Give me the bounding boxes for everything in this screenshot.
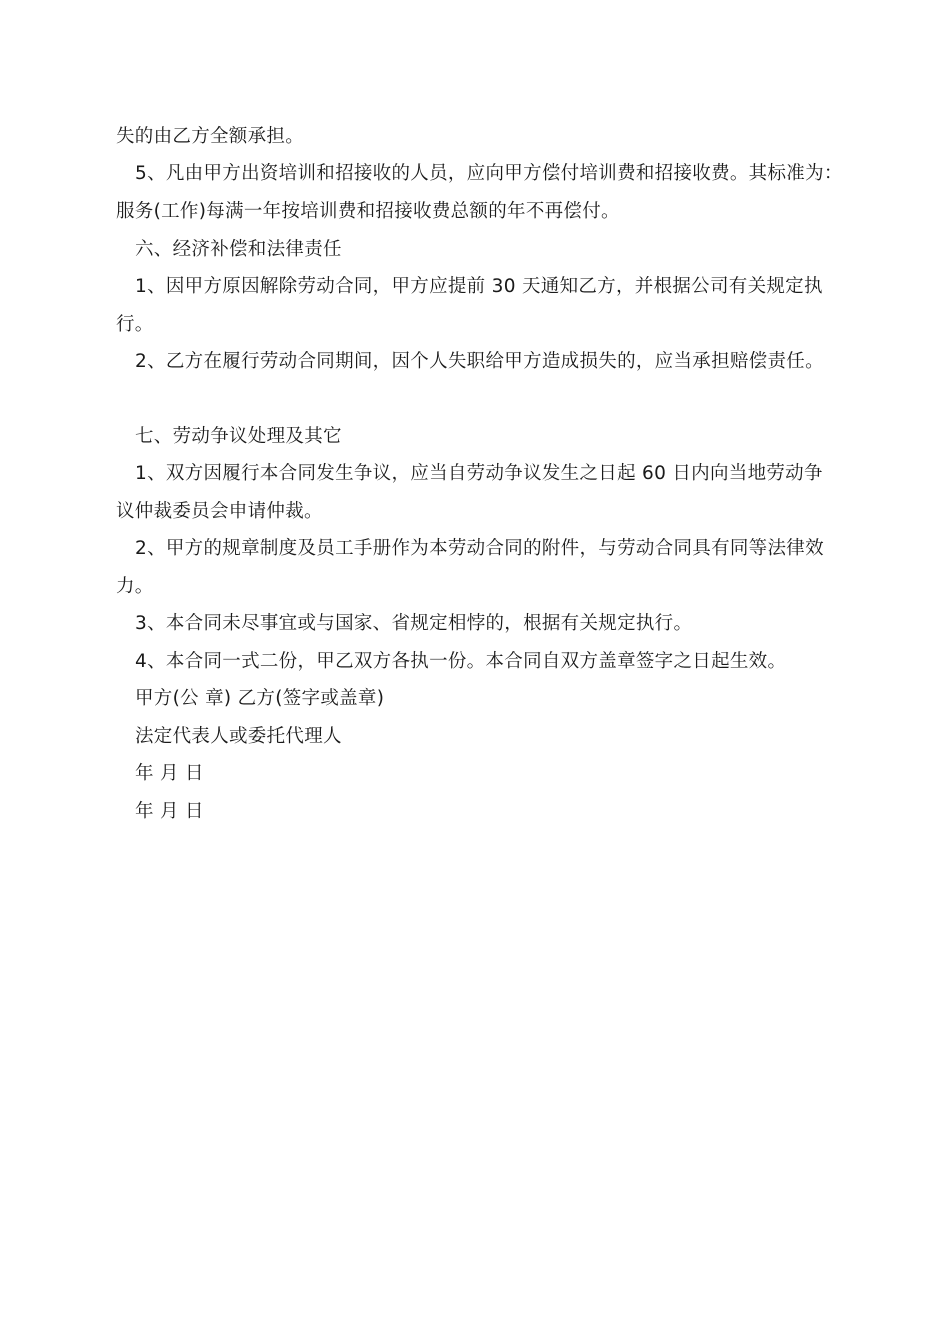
paragraph-line: 失的由乙方全额承担。: [116, 126, 305, 147]
date-line: 年 月 日: [135, 763, 204, 784]
paragraph-line: 3、本合同未尽事宜或与国家、省规定相悖的，根据有关规定执行。: [135, 613, 693, 634]
paragraph-line: 2、乙方在履行劳动合同期间，因个人失职给甲方造成损失的，应当承担赔偿责任。: [135, 351, 824, 372]
paragraph-line: 力。: [116, 576, 154, 597]
paragraph-line: 议仲裁委员会申请仲裁。: [116, 501, 323, 522]
section-heading: 六、经济补偿和法律责任: [135, 239, 342, 260]
paragraph-line: 服务(工作)每满一年按培训费和招接收费总额的年不再偿付。: [116, 201, 620, 222]
paragraph-line: 1、因甲方原因解除劳动合同，甲方应提前 30 天通知乙方，并根据公司有关规定执: [135, 276, 823, 297]
paragraph-line: 5、凡由甲方出资培训和招接收的人员，应向甲方偿付培训费和招接收费。其标准为：: [135, 163, 843, 184]
section-heading: 七、劳动争议处理及其它: [135, 426, 342, 447]
paragraph-line: 1、双方因履行本合同发生争议，应当自劳动争议发生之日起 60 日内向当地劳动争: [135, 463, 823, 484]
date-line: 年 月 日: [135, 801, 204, 822]
paragraph-line: 2、甲方的规章制度及员工手册作为本劳动合同的附件，与劳动合同具有同等法律效: [135, 538, 824, 559]
legal-representative-line: 法定代表人或委托代理人: [135, 726, 342, 747]
paragraph-line: 行。: [116, 314, 154, 335]
paragraph-line: 4、本合同一式二份，甲乙双方各执一份。本合同自双方盖章签字之日起生效。: [135, 651, 787, 672]
signature-parties-line: 甲方(公 章) 乙方(签字或盖章): [135, 688, 385, 709]
